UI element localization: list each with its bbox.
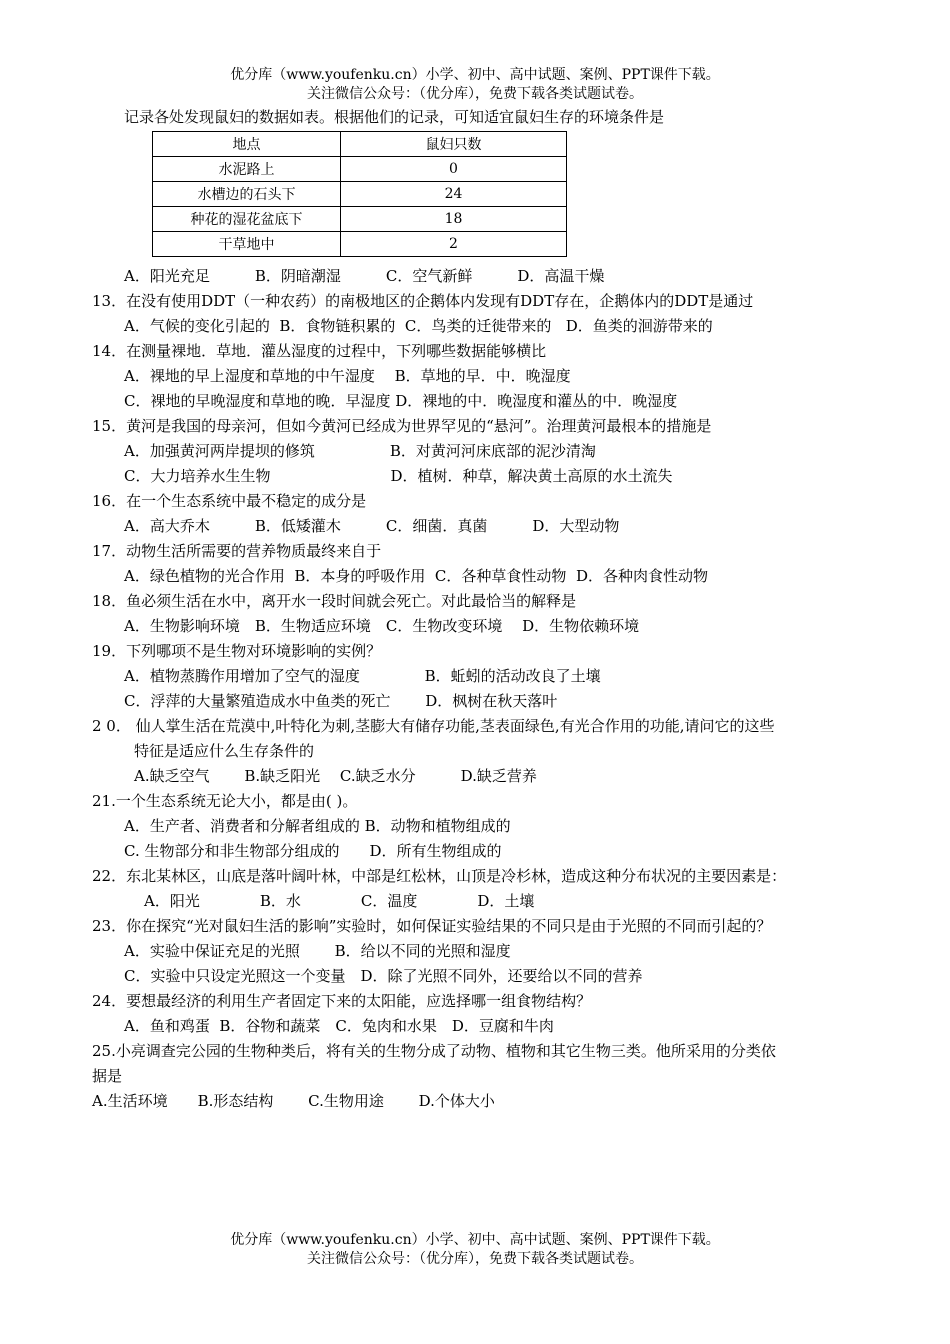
q19-options-1: A．植物蒸腾作用增加了空气的湿度 B．蚯蚓的活动改良了土壤 <box>124 667 601 685</box>
table-header-cell: 地点 <box>153 132 341 157</box>
q15-stem: 15．黄河是我国的母亲河，但如今黄河已经成为世界罕见的“悬河”。治理黄河最根本的措施是 <box>92 417 712 435</box>
q14-stem: 14．在测量裸地．草地．灌丛湿度的过程中，下列哪些数据能够横比 <box>92 342 547 360</box>
footer-line-2: 关注微信公众号：（优分库），免费下载各类试题试卷。 <box>307 1251 643 1267</box>
q21-options-2: C. 生物部分和非生物部分组成的 D．所有生物组成的 <box>124 842 502 860</box>
q15-options-2: C．大力培养水生生物 D．植树．种草，解决黄土高原的水土流失 <box>124 467 673 485</box>
q13-stem: 13．在没有使用DDT（一种农药）的南极地区的企鹅体内发现有DDT存在，企鹅体内的DDT是通过 <box>92 292 754 310</box>
q20-stem-cont: 特征是适应什么生存条件的 <box>134 742 315 760</box>
footer-line-1: 优分库（www.youfenku.cn）小学、初中、高中试题、案例、PPT课件下载。 <box>230 1232 720 1248</box>
q22-stem: 22．东北某林区，山底是落叶阔叶林，中部是红松林，山顶是冷杉林，造成这种分布状况的主要因素是： <box>92 867 787 885</box>
table-cell: 水泥路上 <box>153 157 341 182</box>
q18-stem: 18．鱼必须生活在水中，离开水一段时间就会死亡。对此最恰当的解释是 <box>92 592 577 610</box>
q18-options: A．生物影响环境 B．生物适应环境 C．生物改变环境 D．生物依赖环境 <box>124 617 640 635</box>
table-row <box>153 232 567 257</box>
header-line-2: 关注微信公众号：（优分库），免费下载各类试题试卷。 <box>307 86 643 102</box>
table-row <box>153 207 567 232</box>
q14-options-1: A．裸地的早上湿度和草地的中午湿度 B．草地的早．中．晚湿度 <box>124 367 571 385</box>
table-row <box>153 157 567 182</box>
q12-options: A．阳光充足 B．阴暗潮湿 C．空气新鲜 D．高温干燥 <box>124 267 605 285</box>
q19-stem: 19．下列哪项不是生物对环境影响的实例？ <box>92 642 382 660</box>
table-header-cell: 鼠妇只数 <box>341 132 567 157</box>
q13-options: A．气候的变化引起的 B．食物链积累的 C．鸟类的迁徙带来的 D．鱼类的洄游带来的 <box>124 317 713 335</box>
table-cell: 种花的湿花盆底下 <box>153 207 341 232</box>
q19-options-2: C．浮萍的大量繁殖造成水中鱼类的死亡 D．枫树在秋天落叶 <box>124 692 558 710</box>
table-cell: 水槽边的石头下 <box>153 182 341 207</box>
q16-stem: 16．在一个生态系统中最不稳定的成分是 <box>92 492 367 510</box>
q25-stem: 25.小亮调查完公园的生物种类后，将有关的生物分成了动物、植物和其它生物三类。他所采用的分类依 <box>92 1042 776 1060</box>
q21-options-1: A．生产者、消费者和分解者组成的 B．动物和植物组成的 <box>124 817 511 835</box>
q24-stem: 24．要想最经济的利用生产者固定下来的太阳能，应选择哪一组食物结构？ <box>92 992 592 1010</box>
q23-options-2: C．实验中只设定光照这一个变量 D．除了光照不同外，还要给以不同的营养 <box>124 967 643 985</box>
q20-stem: 2 0． 仙人掌生活在荒漠中,叶特化为刺,茎膨大有储存功能,茎表面绿色,有光合作用的功能,请问它的这些 <box>92 717 775 735</box>
q21-stem: 21.一个生态系统无论大小，都是由( )。 <box>92 792 358 810</box>
data-table <box>152 131 567 257</box>
header-line-1: 优分库（www.youfenku.cn）小学、初中、高中试题、案例、PPT课件下载。 <box>230 67 720 83</box>
q22-options: A．阳光 B．水 C．温度 D．土壤 <box>144 892 535 910</box>
q17-stem: 17．动物生活所需要的营养物质最终来自于 <box>92 542 382 560</box>
q25-options: A.生活环境 B.形态结构 C.生物用途 D.个体大小 <box>92 1092 495 1110</box>
question-intro: 记录各处发现鼠妇的数据如表。根据他们的记录，可知适宜鼠妇生存的环境条件是 <box>124 108 665 126</box>
table-cell: 24 <box>341 182 567 207</box>
table-header-row <box>153 132 567 157</box>
q14-options-2: C．裸地的早晚湿度和草地的晚．早湿度 D．裸地的中．晚湿度和灌丛的中．晚湿度 <box>124 392 678 410</box>
table-row <box>153 182 567 207</box>
q20-options: A.缺乏空气 B.缺乏阳光 C.缺乏水分 D.缺乏营养 <box>134 767 537 785</box>
q15-options-1: A．加强黄河两岸提坝的修筑 B．对黄河河床底部的泥沙清淘 <box>124 442 596 460</box>
table-cell: 0 <box>341 157 567 182</box>
table-cell: 干草地中 <box>153 232 341 257</box>
q23-options-1: A．实验中保证充足的光照 B．给以不同的光照和湿度 <box>124 942 511 960</box>
table-cell: 18 <box>341 207 567 232</box>
q25-stem-cont: 据是 <box>92 1067 123 1085</box>
q23-stem: 23．你在探究“光对鼠妇生活的影响”实验时，如何保证实验结果的不同只是由于光照的不同而引起的？ <box>92 917 772 935</box>
q24-options: A．鱼和鸡蛋 B．谷物和蔬菜 C．兔肉和水果 D．豆腐和牛肉 <box>124 1017 554 1035</box>
table-cell: 2 <box>341 232 567 257</box>
q17-options: A．绿色植物的光合作用 B．本身的呼吸作用 C．各种草食性动物 D．各种肉食性动物 <box>124 567 708 585</box>
q16-options: A．高大乔木 B．低矮灌木 C．细菌．真菌 D．大型动物 <box>124 517 620 535</box>
